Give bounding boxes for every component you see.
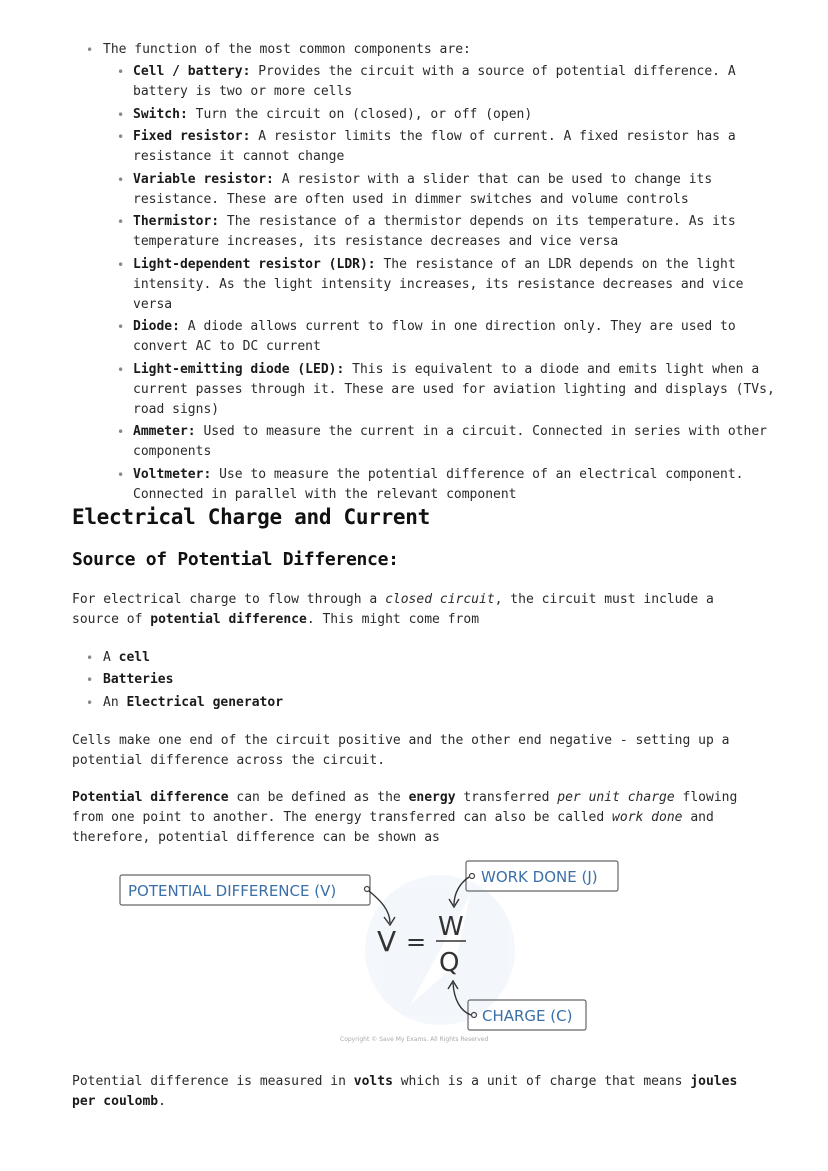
component-desc: Turn the circuit on (closed), or off (open) (187, 106, 533, 122)
component-item (103, 465, 776, 505)
component-term: Light-dependent resistor (LDR): (133, 256, 376, 272)
text-run: and therefore, potential difference can be shown as (72, 810, 714, 845)
component-desc: Used to measure the current in a circuit. Connected in series with other components (133, 424, 767, 459)
component-item (103, 255, 776, 315)
components-list (86, 40, 776, 507)
component-desc: This is equivalent to a diode and emits light when a current passes through it. These are used for aviation lighting and displays (TVs, road signs) (133, 361, 775, 417)
component-item (103, 105, 776, 125)
component-item (103, 422, 776, 462)
emphasis: closed circuit (385, 592, 495, 607)
paragraph-source-intro (72, 590, 762, 630)
strong: cell (118, 650, 150, 665)
strong: Batteries (103, 672, 174, 688)
strong: volts (353, 1074, 393, 1089)
paragraph-pd-definition (72, 788, 762, 848)
text-run: . This might come from (306, 612, 480, 627)
text-run: which is a unit of charge that means (392, 1074, 691, 1089)
component-desc: Provides the circuit with a source of potential difference. A battery is two or more cells (133, 64, 736, 99)
paragraph-volts (72, 1072, 762, 1112)
component-desc: The resistance of an LDR depends on the light intensity. As the light intensity increases, its resistance decreases and vice versa (133, 256, 744, 312)
text-run: flowing from one point to another. The energy transferred can also be called (72, 790, 738, 825)
text-run: Potential difference is measured in (72, 1074, 354, 1089)
section-title: Electrical Charge and Current (72, 505, 430, 529)
component-term: Variable resistor: (133, 171, 274, 187)
component-term: Light-emitting diode (LED): (133, 361, 345, 377)
list-item (86, 670, 283, 690)
equation-q: Q (439, 948, 460, 978)
component-term: Ammeter: (133, 424, 196, 439)
strong: potential difference (150, 612, 307, 627)
component-desc: Use to measure the potential difference of an electrical component. Connected in parallel with the relevant component (133, 466, 744, 502)
component-term: Cell / battery: (133, 64, 251, 79)
component-item (103, 62, 776, 102)
strong: Electrical generator (126, 694, 284, 710)
subsection-title: Source of Potential Difference: (72, 549, 399, 570)
component-desc: The resistance of a thermistor depends on its temperature. As its temperature increases, its resistance decreases and vice versa (133, 214, 736, 249)
sources-list (86, 648, 283, 715)
component-desc: A resistor with a slider that can be used to change its resistance. These are often used in dimmer switches and volume controls (133, 171, 713, 207)
component-item (103, 212, 776, 252)
emphasis: per unit charge (557, 790, 675, 805)
list-item (86, 648, 283, 668)
text-run: can be defined as the (228, 790, 409, 805)
pd-equation-diagram (110, 855, 630, 1050)
component-item (103, 170, 776, 210)
component-term: Switch: (133, 106, 188, 122)
list-item (86, 693, 283, 713)
work-pin-icon (470, 874, 475, 879)
work-label: WORK DONE (J) (481, 868, 598, 886)
equation-v: V (377, 925, 397, 958)
pd-label: POTENTIAL DIFFERENCE (V) (128, 882, 337, 900)
component-desc: A diode allows current to flow in one direction only. They are used to convert AC to DC current (133, 319, 736, 354)
components-intro: The function of the most common components are: (103, 42, 471, 57)
paragraph-cells: Cells make one end of the circuit positive and the other end negative - setting up a potential difference across the circuit. (72, 733, 730, 768)
strong: joules per coulomb (72, 1074, 738, 1109)
copyright-note: Copyright © Save My Exams. All Rights Reserved (340, 1036, 489, 1043)
charge-label: CHARGE (C) (482, 1007, 573, 1025)
emphasis: work done (612, 810, 683, 825)
component-term: Fixed resistor: (133, 129, 251, 144)
pd-pin-icon (365, 887, 370, 892)
component-item (103, 360, 776, 420)
component-item (103, 317, 776, 357)
strong: energy (408, 790, 456, 805)
text-run: , the circuit must include a source of (72, 592, 714, 627)
component-term: Voltmeter: (133, 466, 212, 482)
component-desc: A resistor limits the flow of current. A fixed resistor has a resistance it cannot change (133, 129, 736, 164)
text-run: For electrical charge to flow through a (72, 592, 386, 607)
text-run: . (158, 1094, 166, 1109)
text-run: transferred (455, 790, 558, 805)
text-run: An (103, 694, 127, 710)
component-term: Thermistor: (133, 214, 220, 229)
component-term: Diode: (133, 319, 180, 334)
text-run: A (103, 650, 119, 665)
component-item (103, 127, 776, 167)
components-sublist (103, 62, 776, 505)
components-intro-item (86, 40, 776, 505)
strong: Potential difference (72, 790, 229, 805)
equation-w: W (438, 912, 464, 942)
equation-equals: = (406, 928, 427, 956)
